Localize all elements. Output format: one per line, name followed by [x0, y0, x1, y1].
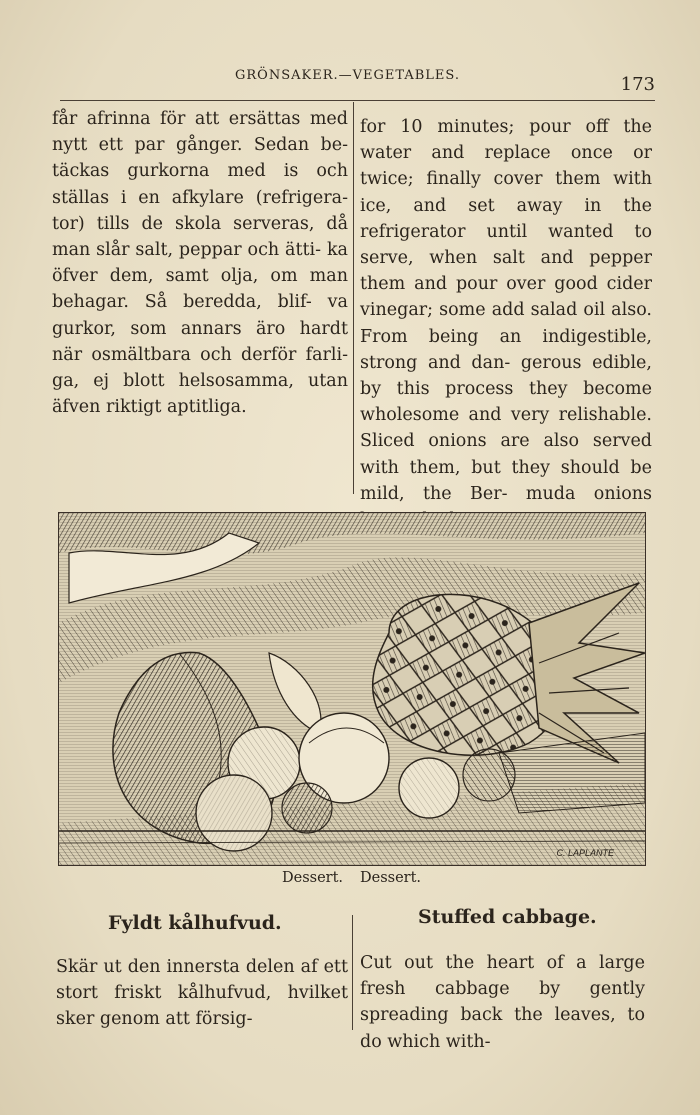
text-line: muda onions: [525, 483, 652, 504]
dessert-engraving: [58, 512, 646, 866]
text-line: are also served with them, but: [360, 431, 652, 478]
text-line: tor) tills de skola serveras, då: [52, 213, 348, 234]
caption-english: Dessert.: [360, 870, 422, 886]
text-line: salt and pepper them and pour: [360, 248, 652, 295]
caption-swedish: Dessert.: [282, 870, 344, 886]
text-line: gerous edible, by this process: [360, 352, 652, 400]
text-line: Skär ut den innersta delen: [56, 957, 295, 977]
heading-english: Stuffed cabbage.: [418, 906, 597, 928]
text-line: va gurkor, som annars äro hardt: [52, 292, 348, 339]
heading-swedish: Fyldt kålhufvud.: [108, 912, 282, 934]
text-line: får afrinna för att ersättas med: [52, 109, 348, 129]
text-line: back the leaves, to do which with-: [360, 1005, 645, 1052]
column-divider: [353, 102, 354, 494]
text-line: set away in the refrigerator: [360, 195, 652, 242]
column-divider: [352, 915, 353, 1030]
text-line: ställas i en afkylare (refrigera-: [52, 187, 348, 208]
text-line: water and replace once or twice;: [360, 143, 652, 190]
text-line: ka öfver dem, samt olja, om: [52, 240, 348, 287]
text-line: they become wholesome and: [360, 379, 652, 426]
text-line: they should be mild, the Ber-: [360, 457, 652, 504]
text-line: very relishable. Sliced onions: [360, 405, 652, 452]
english-recipe-paragraph: [360, 950, 645, 1055]
text-line: täckas gurkorna med is och: [52, 161, 348, 182]
text-line: när osmältbara och derför farli-: [52, 344, 348, 365]
text-line: nytt ett par gånger. Sedan be-: [52, 135, 348, 156]
english-paragraph: [360, 114, 652, 533]
swedish-paragraph: [52, 106, 348, 420]
text-line: over good cider vinegar; some: [360, 274, 652, 321]
text-line: until wanted to serve, when: [360, 221, 652, 269]
text-line: an indigestible, strong and dan-: [360, 326, 652, 373]
text-line: add salad oil also. From being: [360, 300, 652, 347]
text-line: for 10 minutes; pour off the: [360, 117, 652, 137]
text-line: ga, ej blott helsosamma, utan: [52, 371, 348, 392]
swedish-column: [52, 106, 348, 420]
swedish-recipe-paragraph: [56, 954, 348, 1033]
swedish-recipe-column: [56, 954, 348, 1033]
captions: [0, 870, 700, 892]
engraver-signature: C. LAPLANTE: [556, 848, 614, 858]
running-head: [60, 62, 655, 101]
text-line: finally cover them with ice, and: [360, 169, 652, 216]
text-line: Cut out the heart of a large fresh: [360, 953, 645, 1000]
english-recipe-column: [360, 950, 645, 1055]
text-line: äfven riktigt aptitliga.: [52, 397, 247, 418]
plum: [282, 783, 332, 833]
text-line: af ett stort friskt kålhufvud,: [56, 957, 348, 1004]
english-column: [360, 114, 652, 533]
text-line: cabbage by gently spreading: [360, 979, 645, 1026]
text-line: man slår salt, peppar och ätti-: [52, 240, 322, 261]
page-number: 173: [620, 74, 655, 95]
text-line: hvilket sker genom att försig-: [56, 983, 348, 1030]
text-line: man behagar. Så beredda, blif-: [52, 266, 348, 313]
running-title: GRÖNSAKER.—VEGETABLES.: [235, 68, 460, 83]
